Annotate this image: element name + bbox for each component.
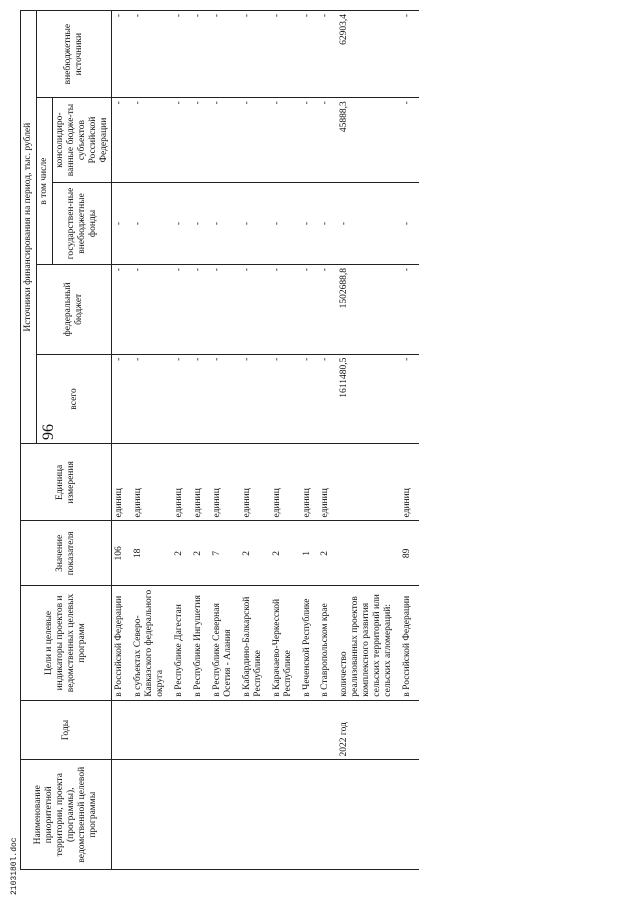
year-cell xyxy=(400,700,419,760)
header-state-funds: государствен-ные внебюджетные фонды xyxy=(52,182,112,264)
goal-cell: в Республике Ингушетия xyxy=(191,586,210,701)
unit-cell: единиц xyxy=(270,444,300,521)
offbudget-cell: - xyxy=(240,11,270,98)
unit-cell: единиц xyxy=(300,444,319,521)
year-cell xyxy=(300,700,319,760)
name-cell xyxy=(400,760,419,870)
state-funds-cell: - xyxy=(191,182,210,264)
name-cell xyxy=(191,760,210,870)
goal-cell: в Российской Федерации xyxy=(400,586,419,701)
header-sources: Источники финансирования на период, тыс. рублей xyxy=(21,11,37,444)
table-row xyxy=(337,11,400,870)
federal-cell: - xyxy=(112,265,131,355)
name-cell xyxy=(112,760,131,870)
consolidated-cell: - xyxy=(318,98,337,183)
total-cell: 1611480,5 xyxy=(337,354,400,444)
total-cell: - xyxy=(270,354,300,444)
year-cell xyxy=(131,700,172,760)
year-cell xyxy=(318,700,337,760)
offbudget-cell: - xyxy=(318,11,337,98)
goal-cell: в Кабардино-Балкарской Республике xyxy=(240,586,270,701)
header-value: Значение показателя xyxy=(21,521,112,586)
header-federal: федеральный бюджет xyxy=(36,265,112,355)
goal-cell: в Российской Федерации xyxy=(112,586,131,701)
year-cell xyxy=(240,700,270,760)
federal-cell: - xyxy=(400,265,419,355)
year-cell: 2022 год xyxy=(337,700,400,760)
state-funds-cell: - xyxy=(240,182,270,264)
financing-table xyxy=(20,10,419,870)
total-cell: - xyxy=(191,354,210,444)
consolidated-cell: - xyxy=(210,98,240,183)
consolidated-cell: - xyxy=(131,98,172,183)
name-cell xyxy=(240,760,270,870)
value-cell: 106 xyxy=(112,521,131,586)
unit-cell: единиц xyxy=(318,444,337,521)
name-cell xyxy=(131,760,172,870)
year-cell xyxy=(172,700,191,760)
value-cell: 2 xyxy=(191,521,210,586)
value-cell: 2 xyxy=(270,521,300,586)
state-funds-cell: - xyxy=(210,182,240,264)
state-funds-cell: - xyxy=(400,182,419,264)
header-total: всего xyxy=(36,354,112,444)
unit-cell: единиц xyxy=(131,444,172,521)
offbudget-cell: - xyxy=(131,11,172,98)
table-row xyxy=(112,11,131,870)
table-row xyxy=(172,11,191,870)
federal-cell: - xyxy=(191,265,210,355)
name-cell xyxy=(270,760,300,870)
offbudget-cell: - xyxy=(191,11,210,98)
name-cell xyxy=(172,760,191,870)
goal-cell: в Ставропольском крае xyxy=(318,586,337,701)
consolidated-cell: - xyxy=(240,98,270,183)
consolidated-cell: - xyxy=(270,98,300,183)
state-funds-cell: - xyxy=(131,182,172,264)
state-funds-cell: - xyxy=(300,182,319,264)
unit-cell xyxy=(337,444,400,521)
table-body xyxy=(112,11,419,870)
value-cell: 2 xyxy=(240,521,270,586)
file-footer: 2103180l.doc xyxy=(10,837,19,895)
total-cell: - xyxy=(400,354,419,444)
name-cell xyxy=(210,760,240,870)
total-cell: - xyxy=(112,354,131,444)
value-cell: 2 xyxy=(318,521,337,586)
value-cell: 1 xyxy=(300,521,319,586)
federal-cell: - xyxy=(270,265,300,355)
header-goals: Цели и целевые индикаторы проектов и ведомственных целевых программ xyxy=(21,586,112,701)
name-cell xyxy=(318,760,337,870)
goal-cell: в Республике Северная Осетия - Алания xyxy=(210,586,240,701)
offbudget-cell: - xyxy=(270,11,300,98)
offbudget-cell: - xyxy=(400,11,419,98)
total-cell: - xyxy=(300,354,319,444)
table-row xyxy=(240,11,270,870)
header-name: Наименование приоритетной территории, проекта (программы), ведомственной целевой программы xyxy=(21,760,112,870)
value-cell: 18 xyxy=(131,521,172,586)
consolidated-cell: - xyxy=(112,98,131,183)
consolidated-cell: - xyxy=(400,98,419,183)
state-funds-cell: - xyxy=(318,182,337,264)
page-number: 96 xyxy=(40,424,57,440)
year-cell xyxy=(191,700,210,760)
total-cell: - xyxy=(131,354,172,444)
offbudget-cell: 62903,4 xyxy=(337,11,400,98)
year-cell xyxy=(112,700,131,760)
state-funds-cell: - xyxy=(270,182,300,264)
offbudget-cell: - xyxy=(172,11,191,98)
value-cell: 2 xyxy=(172,521,191,586)
offbudget-cell: - xyxy=(112,11,131,98)
table-row xyxy=(270,11,300,870)
state-funds-cell: - xyxy=(337,182,400,264)
name-cell xyxy=(300,760,319,870)
goal-cell: в Республике Дагестан xyxy=(172,586,191,701)
unit-cell: единиц xyxy=(112,444,131,521)
unit-cell: единиц xyxy=(172,444,191,521)
table-row xyxy=(400,11,419,870)
state-funds-cell: - xyxy=(112,182,131,264)
goal-cell: в Карачаево-Черкесской Республике xyxy=(270,586,300,701)
total-cell: - xyxy=(172,354,191,444)
rotated-table-container xyxy=(20,10,600,870)
consolidated-cell: 45888,3 xyxy=(337,98,400,183)
table-row xyxy=(191,11,210,870)
goal-cell: в субъектах Северо-Кавказского федерального округа xyxy=(131,586,172,701)
header-including: в том числе xyxy=(36,98,52,265)
offbudget-cell: - xyxy=(210,11,240,98)
unit-cell: единиц xyxy=(191,444,210,521)
goal-cell: количество реализованных проектов комплексного развития сельских территорий или сельских агломераций: xyxy=(337,586,400,701)
state-funds-cell: - xyxy=(172,182,191,264)
header-offbudget: внебюджетные источники xyxy=(36,11,112,98)
table-row xyxy=(300,11,319,870)
header-consolidated: консолидиро-ванные бюдже-ты субъектов Российской Федерации xyxy=(52,98,112,183)
federal-cell: 1502688,8 xyxy=(337,265,400,355)
header-unit: Единица измерения xyxy=(21,444,112,521)
consolidated-cell: - xyxy=(172,98,191,183)
value-cell: 89 xyxy=(400,521,419,586)
table-row xyxy=(318,11,337,870)
name-cell xyxy=(337,760,400,870)
consolidated-cell: - xyxy=(300,98,319,183)
federal-cell: - xyxy=(300,265,319,355)
total-cell: - xyxy=(318,354,337,444)
table-row xyxy=(131,11,172,870)
table-row xyxy=(210,11,240,870)
unit-cell: единиц xyxy=(240,444,270,521)
federal-cell: - xyxy=(172,265,191,355)
year-cell xyxy=(210,700,240,760)
total-cell: - xyxy=(240,354,270,444)
federal-cell: - xyxy=(131,265,172,355)
total-cell: - xyxy=(210,354,240,444)
unit-cell: единиц xyxy=(400,444,419,521)
consolidated-cell: - xyxy=(191,98,210,183)
header-years: Годы xyxy=(21,700,112,760)
year-cell xyxy=(270,700,300,760)
value-cell: 7 xyxy=(210,521,240,586)
offbudget-cell: - xyxy=(300,11,319,98)
unit-cell: единиц xyxy=(210,444,240,521)
federal-cell: - xyxy=(210,265,240,355)
goal-cell: в Чеченской Республике xyxy=(300,586,319,701)
federal-cell: - xyxy=(240,265,270,355)
federal-cell: - xyxy=(318,265,337,355)
value-cell xyxy=(337,521,400,586)
